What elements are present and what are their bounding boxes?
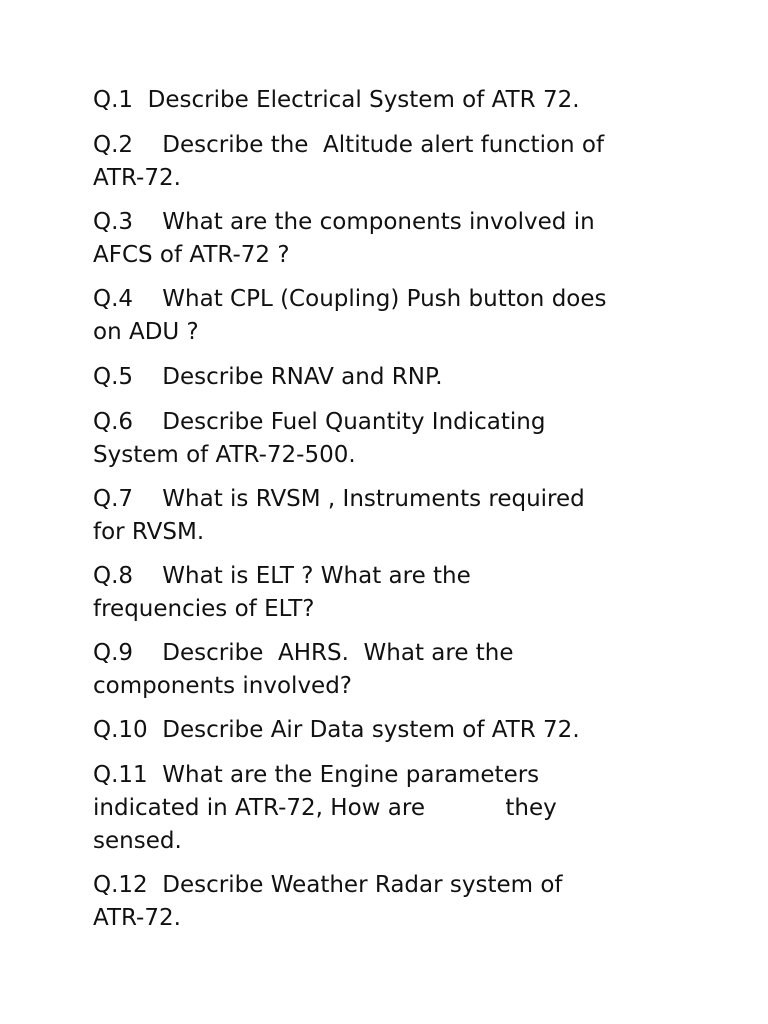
question-8: Q.8 What is ELT ? What are the frequencies of ELT? [93, 563, 471, 622]
question-4: Q.4 What CPL (Coupling) Push button does on ADU ? [93, 286, 607, 345]
question-11: Q.11 What are the Engine parameters indicated in ATR-72, How are they sensed. [93, 762, 557, 854]
question-1: Q.1 Describe Electrical System of ATR 72. [93, 87, 580, 113]
question-7: Q.7 What is RVSM , Instruments required for RVSM. [93, 486, 585, 545]
question-9: Q.9 Describe AHRS. What are the components involved? [93, 640, 514, 699]
question-5: Q.5 Describe RNAV and RNP. [93, 364, 443, 390]
question-12: Q.12 Describe Weather Radar system of ATR-72. [93, 872, 563, 931]
question-10: Q.10 Describe Air Data system of ATR 72. [93, 717, 580, 743]
question-3: Q.3 What are the components involved in AFCS of ATR-72 ? [93, 209, 595, 268]
question-2: Q.2 Describe the Altitude alert function of ATR-72. [93, 132, 605, 191]
question-6: Q.6 Describe Fuel Quantity Indicating System of ATR-72-500. [93, 409, 546, 468]
